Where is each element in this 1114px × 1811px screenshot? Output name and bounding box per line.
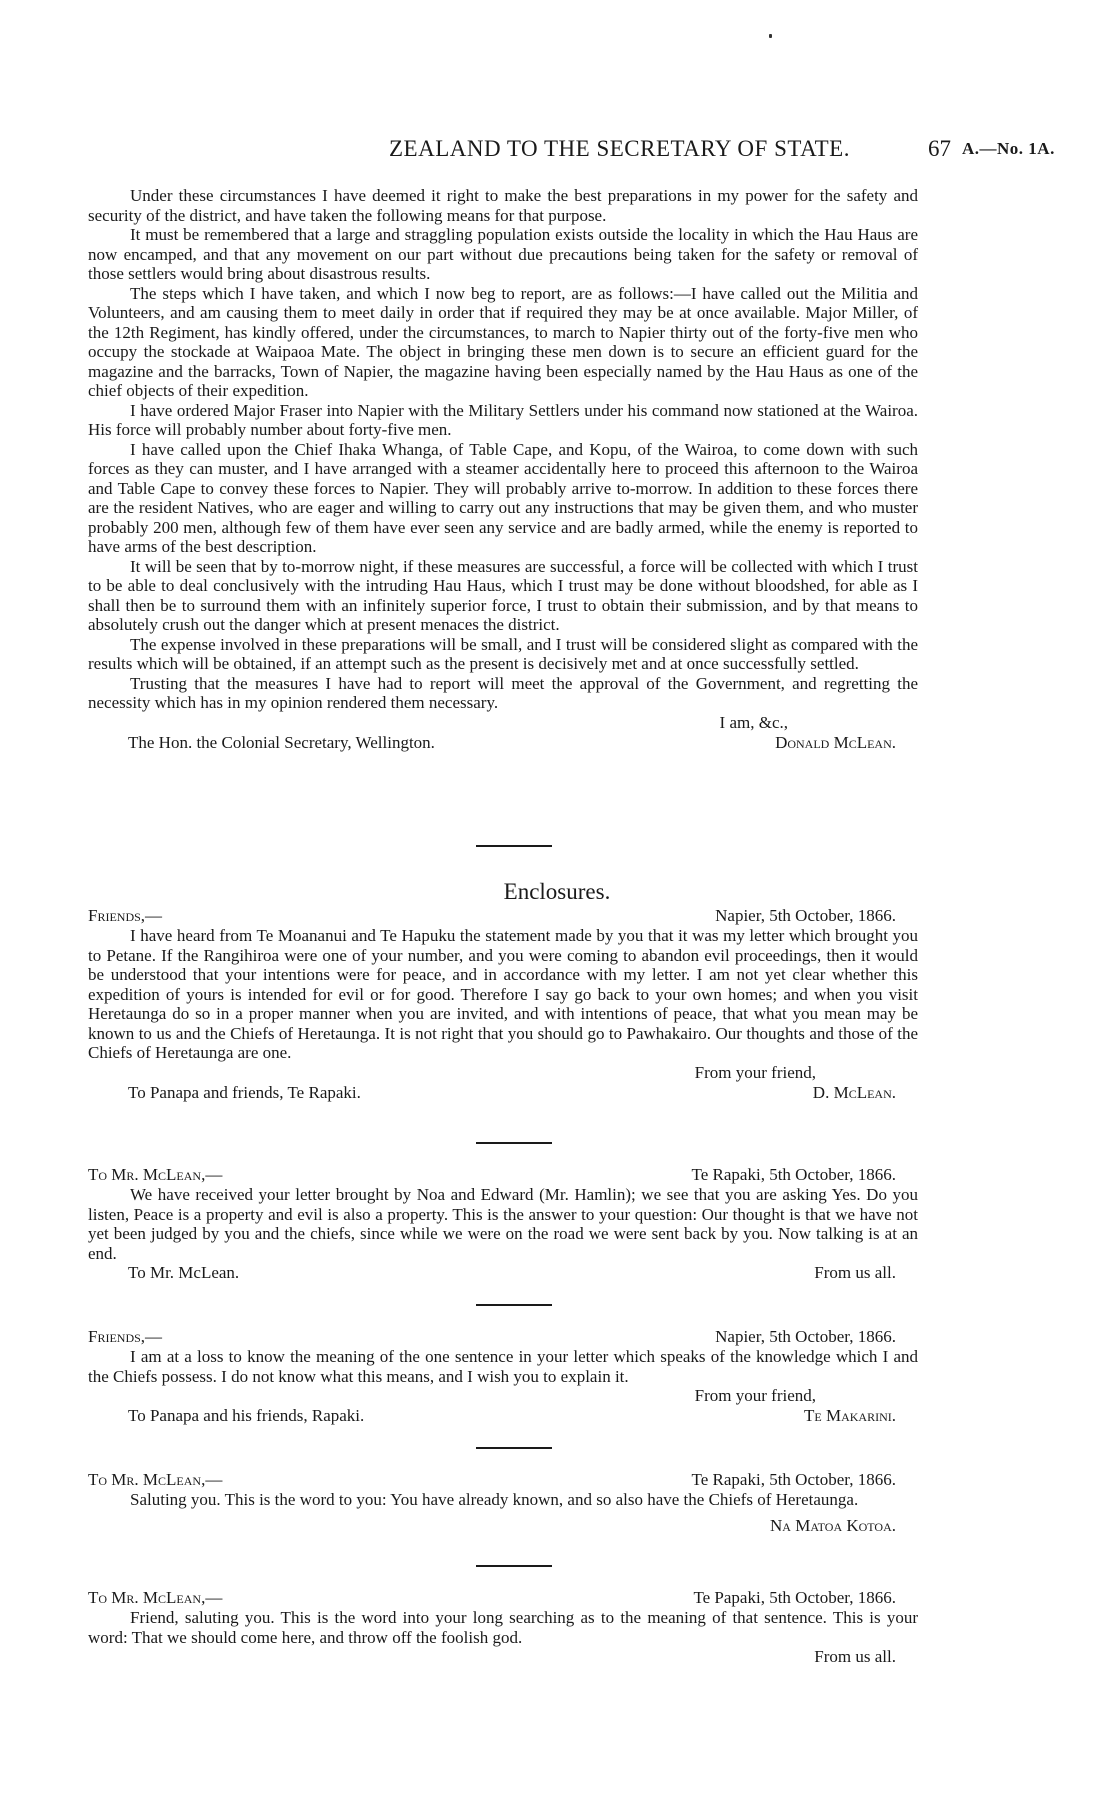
report-paragraph: It will be seen that by to-morrow night, if these measures are successful, a force will be collected with which I trust to be able to deal conclusively with the intruding Hau Haus, which I trust may be done without bloodshed, for able as I shall then be to surround them with an infinitely superior force, I trust to obtain their submission, and by that means to absolutely crush out the danger which at present menaces the district. [88, 556, 918, 634]
letter-divider [476, 1447, 552, 1449]
letter-salutation: Friends,— [88, 1327, 163, 1346]
series-reference: A.—No. 1A. [962, 139, 1055, 158]
letter-body: Saluting you. This is the word to you: You have already known, and so also have the Chiefs of Heretaunga. [130, 1490, 859, 1509]
letter-salutation: To Mr. McLean,— [88, 1588, 223, 1607]
report-closing-row [88, 713, 918, 733]
letter-signature: Na Matoa Kotoa. [770, 1515, 896, 1535]
enclosures-heading: Enclosures. [503, 879, 611, 904]
letter-header-row [88, 1165, 918, 1185]
page-number: 67 [928, 136, 951, 161]
letter-divider [476, 1565, 552, 1567]
letter-signature: From us all. [814, 1263, 896, 1282]
letter-addressee: To Panapa and his friends, Rapaki. [128, 1406, 365, 1425]
letter-body: We have received your letter brought by Noa and Edward (Mr. Hamlin); we see that you are asking Yes. Do you listen, Peace is a property and evil is also a property. This is the answer to your question: Our thought is that we have not yet been judged by you and the chiefs, since while we were on the road we were sent back by you. Now talking is at an end. [88, 1185, 918, 1263]
letter-header-row [88, 1327, 918, 1347]
letter-divider [476, 1304, 552, 1306]
letter-signature-row [88, 1083, 918, 1103]
report-addressee: The Hon. the Colonial Secretary, Wellington. [128, 732, 435, 752]
report-paragraph: I have called upon the Chief Ihaka Whanga, of Table Cape, and Kopu, of the Wairoa, to come down with such forces as they can muster, and I have arranged with a steamer accidentally here to proceed this afternoon to the Wairoa and Table Cape to convey these forces to Napier. They will probably arrive to-morrow. In addition to these forces there are the resident Natives, who are eager and willing to carry out any instructions that may be given them, and who muster probably 200 men, although few of them have ever seen any service and are badly armed, while the enemy is reported to have arms of the best description. [88, 439, 918, 556]
letter-place-date: Te Papaki, 5th October, 1866. [693, 1588, 896, 1607]
letter-closing: From your friend, [694, 1062, 816, 1082]
letter-signature: From us all. [814, 1647, 896, 1666]
section-divider [476, 845, 552, 847]
letter-salutation: To Mr. McLean,— [88, 1165, 223, 1184]
enclosure-letter [88, 1327, 918, 1426]
letter-divider [476, 1142, 552, 1144]
report-paragraph: The steps which I have taken, and which I now beg to report, are as follows:—I have called out the Militia and Volunteers, and am causing them to meet daily in order that if required they may be at once available. Major Miller, of the 12th Regiment, has kindly offered, under the circumstances, to march to Napier thirty out of the forty-five men who occupy the stockade at Waipaoa Mate. The object in bringing these men down is to secure an efficient guard for the magazine and the barracks, Town of Napier, the magazine having been especially named by the Hau Haus as one of the chief objects of their expedition. [88, 283, 918, 400]
report-body [88, 186, 918, 753]
letter-salutation: Friends,— [88, 906, 163, 925]
letter-place-date: Te Rapaki, 5th October, 1866. [691, 1165, 896, 1184]
report-closing: I am, &c., [719, 712, 788, 732]
letter-body: I am at a loss to know the meaning of the one sentence in your letter which speaks of the knowledge which I and the Chiefs possess. I do not know what this means, and I wish you to explain it. [88, 1347, 918, 1386]
letter-closing-row [88, 1063, 918, 1083]
letter-place-date: Napier, 5th October, 1866. [715, 1327, 896, 1346]
letter-place-date: Te Rapaki, 5th October, 1866. [691, 1470, 896, 1489]
letter-body: I have heard from Te Moananui and Te Hapuku the statement made by you that it was my letter which brought you to Petane. If the Rangihiroa were one of your number, and you were coming to abandon evil proceedings, then it would be understood that your intentions were for peace, and in accordance with my letter. I am not yet clear whether this expedition of yours is intended for evil or for good. Therefore I say go back to your own homes; and when you visit Heretaunga do so in a proper manner when you are invited, and with intentions of peace, that what you mean may be known to us and the Chiefs of Heretaunga. It is not right that you should go to Pawhakairo. Our thoughts and those of the Chiefs of Heretaunga are one. [88, 926, 918, 1062]
letter-signature: Te Makarini. [804, 1406, 896, 1425]
enclosure-letter [88, 1470, 918, 1536]
report-signature: Donald McLean. [775, 732, 896, 752]
report-paragraph: The expense involved in these preparations will be small, and I trust will be considered slight as compared with the results which will be obtained, if an attempt such as the present is decisively met and at once successfully settled. [88, 634, 918, 673]
letter-addressee: To Panapa and friends, Te Rapaki. [128, 1082, 361, 1102]
letter-place-date: Napier, 5th October, 1866. [715, 906, 896, 925]
enclosure-letter [88, 1165, 918, 1283]
letter-closing-row [88, 1386, 918, 1406]
letter-signature-row [88, 1406, 918, 1426]
report-paragraph: I have ordered Major Fraser into Napier with the Military Settlers under his command now stationed at the Wairoa. His force will probably number about forty-five men. [88, 400, 918, 439]
letter-signature-row [88, 1263, 918, 1283]
letter-salutation: To Mr. McLean,— [88, 1470, 223, 1489]
letter-signature-row [88, 1516, 918, 1536]
report-paragraph: Under these circumstances I have deemed it right to make the best preparations in my power for the safety and security of the district, and have taken the following means for that purpose. [88, 186, 918, 225]
letter-body: Friend, saluting you. This is the word into your long searching as to the meaning of that sentence. This is your word: That we should come here, and throw off the foolish god. [88, 1608, 918, 1647]
print-speck [769, 34, 772, 38]
report-paragraph: Trusting that the measures I have had to report will meet the approval of the Government, and regretting the necessity which has in my opinion rendered them necessary. [88, 673, 918, 712]
report-paragraph: It must be remembered that a large and straggling population exists outside the locality in which the Hau Haus are now encamped, and that any movement on our part without due precautions being taken for the safety or removal of those settlers would bring about disastrous results. [88, 225, 918, 283]
letter-addressee: To Mr. McLean. [128, 1263, 240, 1282]
enclosure-letter [88, 906, 918, 1103]
enclosure-letter [88, 1588, 918, 1667]
letter-header-row [88, 1588, 918, 1608]
letter-signature-row [88, 1647, 918, 1667]
letter-signature: D. McLean. [812, 1082, 896, 1102]
letter-header-row [88, 906, 918, 926]
letter-closing: From your friend, [694, 1386, 816, 1405]
report-signature-row [88, 733, 918, 753]
running-header-title: ZEALAND TO THE SECRETARY OF STATE. [389, 136, 850, 161]
letter-header-row [88, 1470, 918, 1490]
